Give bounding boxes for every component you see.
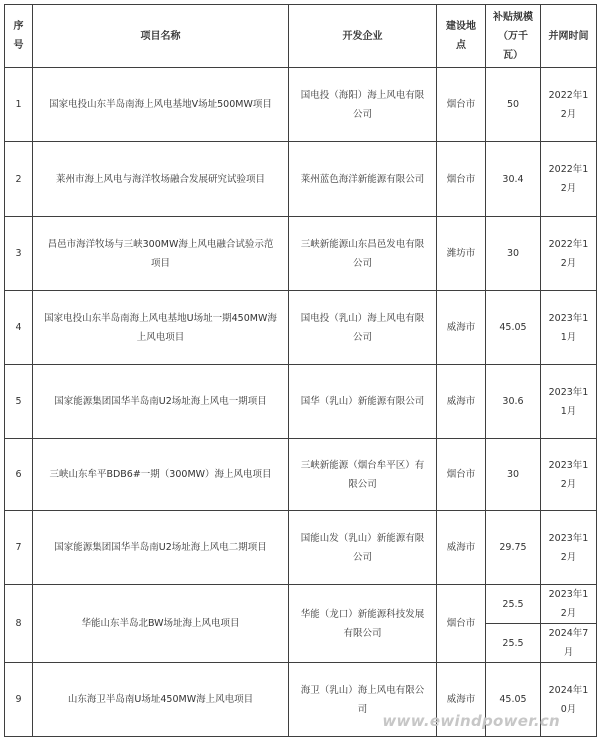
table-row — [5, 68, 597, 142]
table-row — [5, 217, 597, 291]
cell-no: 1 — [5, 68, 33, 142]
cell-company: 三峡新能源山东昌邑发电有限公司 — [289, 217, 437, 291]
cell-no: 2 — [5, 142, 33, 217]
cell-location: 烟台市 — [437, 439, 486, 511]
cell-name: 昌邑市海洋牧场与三峡300MW海上风电融合试验示范项目 — [33, 217, 289, 291]
cell-subsidy: 45.05 — [486, 291, 541, 365]
cell-location: 威海市 — [437, 291, 486, 365]
cell-date: 2022年12月 — [541, 142, 597, 217]
header-location: 建设地点 — [437, 5, 486, 68]
table-row — [5, 439, 597, 511]
table-row — [5, 511, 597, 585]
cell-location: 烟台市 — [437, 585, 486, 663]
cell-date: 2024年10月 — [541, 663, 597, 737]
cell-subsidy: 50 — [486, 68, 541, 142]
cell-subsidy: 25.5 — [486, 585, 541, 624]
cell-name: 莱州市海上风电与海洋牧场融合发展研究试验项目 — [33, 142, 289, 217]
cell-company: 三峡新能源（烟台牟平区）有限公司 — [289, 439, 437, 511]
cell-date: 2022年12月 — [541, 217, 597, 291]
cell-company: 国华（乳山）新能源有限公司 — [289, 365, 437, 439]
cell-name: 三峡山东牟平BDB6#一期（300MW）海上风电项目 — [33, 439, 289, 511]
table-row — [5, 585, 597, 624]
cell-subsidy: 25.5 — [486, 624, 541, 663]
cell-no: 3 — [5, 217, 33, 291]
table-row — [5, 365, 597, 439]
header-subsidy: 补贴规模（万千瓦） — [486, 5, 541, 68]
cell-company: 国电投（乳山）海上风电有限公司 — [289, 291, 437, 365]
cell-name: 山东海卫半岛南U场址450MW海上风电项目 — [33, 663, 289, 737]
cell-date: 2023年11月 — [541, 365, 597, 439]
cell-location: 威海市 — [437, 663, 486, 737]
header-no: 序号 — [5, 5, 33, 68]
cell-name: 国家能源集团国华半岛南U2场址海上风电一期项目 — [33, 365, 289, 439]
cell-date: 2024年7月 — [541, 624, 597, 663]
site-watermark: www.ewindpower.cn — [382, 712, 560, 730]
cell-no: 5 — [5, 365, 33, 439]
table-row — [5, 291, 597, 365]
cell-no: 6 — [5, 439, 33, 511]
cell-company: 国电投（海阳）海上风电有限公司 — [289, 68, 437, 142]
cell-subsidy: 30 — [486, 217, 541, 291]
table-row — [5, 142, 597, 217]
header-name: 项目名称 — [33, 5, 289, 68]
cell-company: 国能山发（乳山）新能源有限公司 — [289, 511, 437, 585]
cell-company: 海卫（乳山）海上风电有限公司 — [289, 663, 437, 737]
cell-no: 7 — [5, 511, 33, 585]
cell-subsidy: 30.6 — [486, 365, 541, 439]
header-date: 并网时间 — [541, 5, 597, 68]
cell-no: 4 — [5, 291, 33, 365]
cell-date: 2023年12月 — [541, 511, 597, 585]
cell-subsidy: 30 — [486, 439, 541, 511]
cell-no: 8 — [5, 585, 33, 663]
cell-name: 国家电投山东半岛南海上风电基地V场址500MW项目 — [33, 68, 289, 142]
cell-company: 华能（龙口）新能源科技发展有限公司 — [289, 585, 437, 663]
cell-location: 威海市 — [437, 511, 486, 585]
cell-subsidy: 45.05 — [486, 663, 541, 737]
cell-location: 威海市 — [437, 365, 486, 439]
cell-date: 2023年11月 — [541, 291, 597, 365]
cell-subsidy: 30.4 — [486, 142, 541, 217]
cell-location: 潍坊市 — [437, 217, 486, 291]
cell-name: 华能山东半岛北BW场址海上风电项目 — [33, 585, 289, 663]
cell-no: 9 — [5, 663, 33, 737]
header-company: 开发企业 — [289, 5, 437, 68]
subsidy-projects-table — [4, 4, 597, 737]
cell-name: 国家电投山东半岛南海上风电基地U场址一期450MW海上风电项目 — [33, 291, 289, 365]
cell-location: 烟台市 — [437, 68, 486, 142]
cell-subsidy: 29.75 — [486, 511, 541, 585]
cell-name: 国家能源集团国华半岛南U2场址海上风电二期项目 — [33, 511, 289, 585]
cell-company: 莱州蓝色海洋新能源有限公司 — [289, 142, 437, 217]
cell-date: 2023年12月 — [541, 439, 597, 511]
cell-date: 2022年12月 — [541, 68, 597, 142]
table-header-row — [5, 5, 597, 68]
cell-date: 2023年12月 — [541, 585, 597, 624]
cell-location: 烟台市 — [437, 142, 486, 217]
